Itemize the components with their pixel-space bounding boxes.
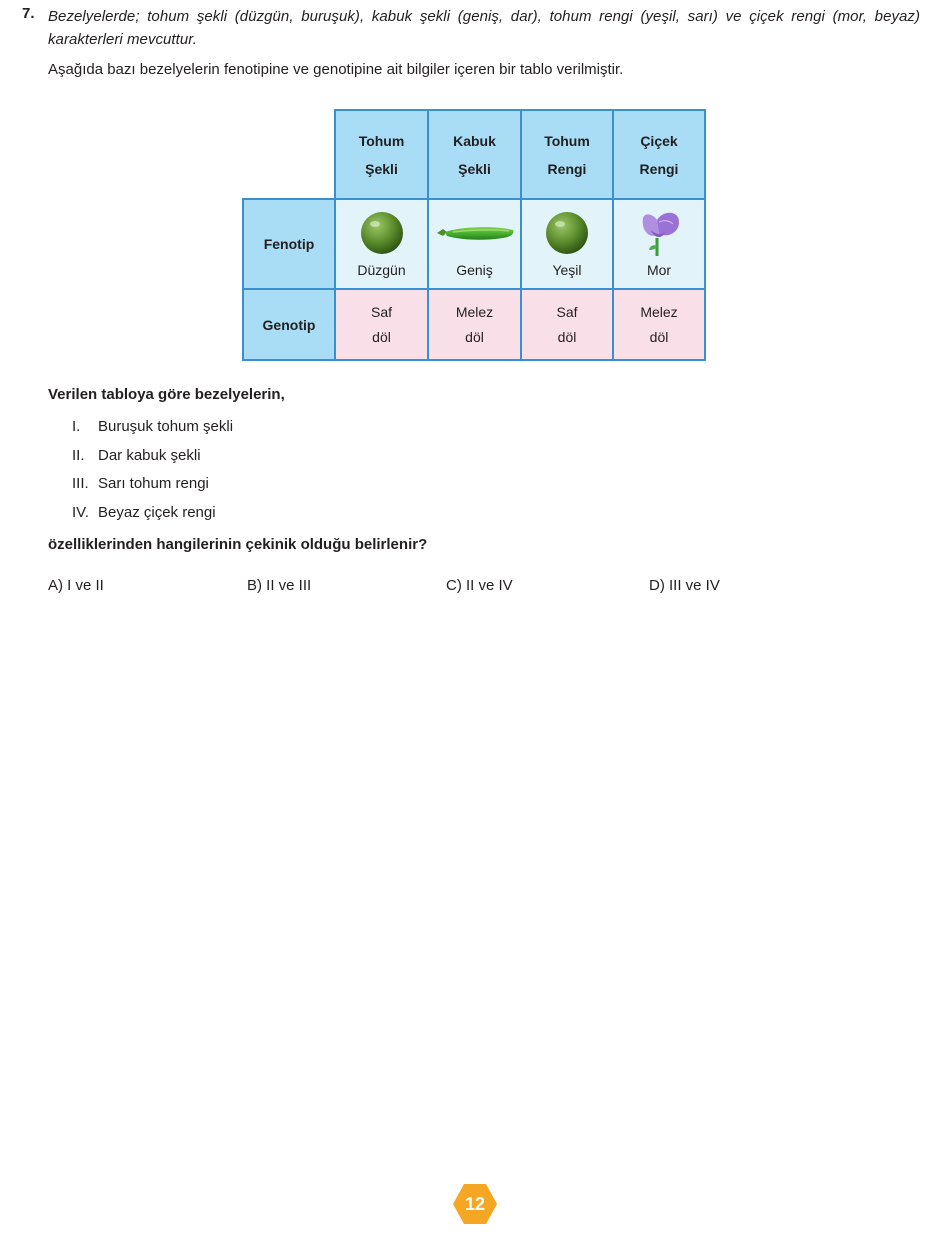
answer-option-d[interactable]: D) III ve IV: [649, 577, 720, 594]
answer-option-a[interactable]: A) I ve II: [48, 577, 104, 594]
header-line: Çiçek: [640, 132, 678, 149]
phenotype-label: Geniş: [456, 262, 493, 278]
phenotype-label: Yeşil: [552, 262, 582, 278]
question-ask: özelliklerinden hangilerinin çekinik olduğu belirlenir?: [48, 536, 428, 553]
header-line: Tohum: [358, 132, 405, 149]
statement-text: Sarı tohum rengi: [98, 475, 209, 492]
header-line: Şekli: [365, 160, 398, 177]
header-line: Şekli: [458, 160, 491, 177]
header-line: Rengi: [639, 160, 679, 177]
row-label-phenotype: Fenotip: [243, 199, 335, 289]
statement-list: [72, 418, 233, 532]
question-number: 7.: [22, 5, 35, 22]
header-pod-shape: [428, 110, 521, 199]
pea-seed-icon: [544, 210, 590, 256]
question-intro-2: Aşağıda bazı bezelyelerin fenotipine ve genotipine ait bilgiler içeren bir tablo verilmiştir.: [48, 61, 624, 78]
statements-lead: Verilen tabloya göre bezelyelerin,: [48, 386, 285, 403]
header-line: Kabuk: [453, 132, 496, 149]
genotype-seed-color: [521, 289, 613, 360]
phenotype-flower-color: [613, 199, 705, 289]
phenotype-pod-shape: [428, 199, 521, 289]
statement-number: I.: [72, 418, 81, 435]
statement-number: II.: [72, 446, 85, 464]
statement-item: [72, 447, 233, 476]
statement-text: Buruşuk tohum şekli: [98, 418, 234, 435]
header-seed-color: [521, 110, 613, 199]
page-number: 12: [464, 1194, 486, 1214]
genotype-pod-shape: [428, 289, 521, 360]
genotype-seed-shape: [335, 289, 428, 360]
statement-text: Beyaz çiçek rengi: [98, 503, 216, 521]
genotype-flower-color: [613, 289, 705, 360]
statement-item: [72, 504, 233, 533]
header-line: Tohum: [544, 132, 590, 149]
table-corner: [243, 110, 335, 199]
genotype-line: döl: [372, 328, 391, 345]
answer-option-b[interactable]: B) II ve III: [247, 577, 312, 594]
genotype-line: döl: [465, 328, 484, 345]
header-flower-color: [613, 110, 705, 199]
phenotype-label: Mor: [646, 262, 672, 278]
question-intro: Bezelyelerde; tohum şekli (düzgün, buruşuk), kabuk şekli (geniş, dar), tohum rengi (yeşil, sarı) ve çiçek rengi (mor, beyaz) karakterleri mevcuttur.: [48, 8, 920, 48]
genotype-line: döl: [649, 328, 669, 345]
pea-seed-icon: [359, 210, 405, 256]
statement-item: [72, 418, 233, 447]
page-number-badge: [452, 1183, 498, 1225]
pea-pod-icon: [433, 221, 517, 245]
statement-item: [72, 475, 233, 504]
row-label-genotype: Genotip: [243, 289, 335, 360]
genotype-line: Saf: [370, 303, 392, 320]
phenotype-seed-color: [521, 199, 613, 289]
genotype-line: Saf: [556, 303, 578, 320]
header-line: Rengi: [547, 160, 587, 177]
statement-number: IV.: [72, 503, 89, 521]
phenotype-seed-shape: [335, 199, 428, 289]
header-seed-shape: [335, 110, 428, 199]
pea-table: [242, 109, 706, 361]
phenotype-label: Düzgün: [357, 262, 406, 278]
genotype-line: döl: [557, 328, 577, 345]
answer-option-c[interactable]: C) II ve IV: [446, 577, 513, 594]
purple-flower-icon: [635, 208, 683, 258]
genotype-line: Melez: [455, 303, 494, 320]
statement-text: Dar kabuk şekli: [98, 446, 201, 464]
statement-number: III.: [72, 475, 89, 492]
genotype-line: Melez: [640, 303, 678, 320]
